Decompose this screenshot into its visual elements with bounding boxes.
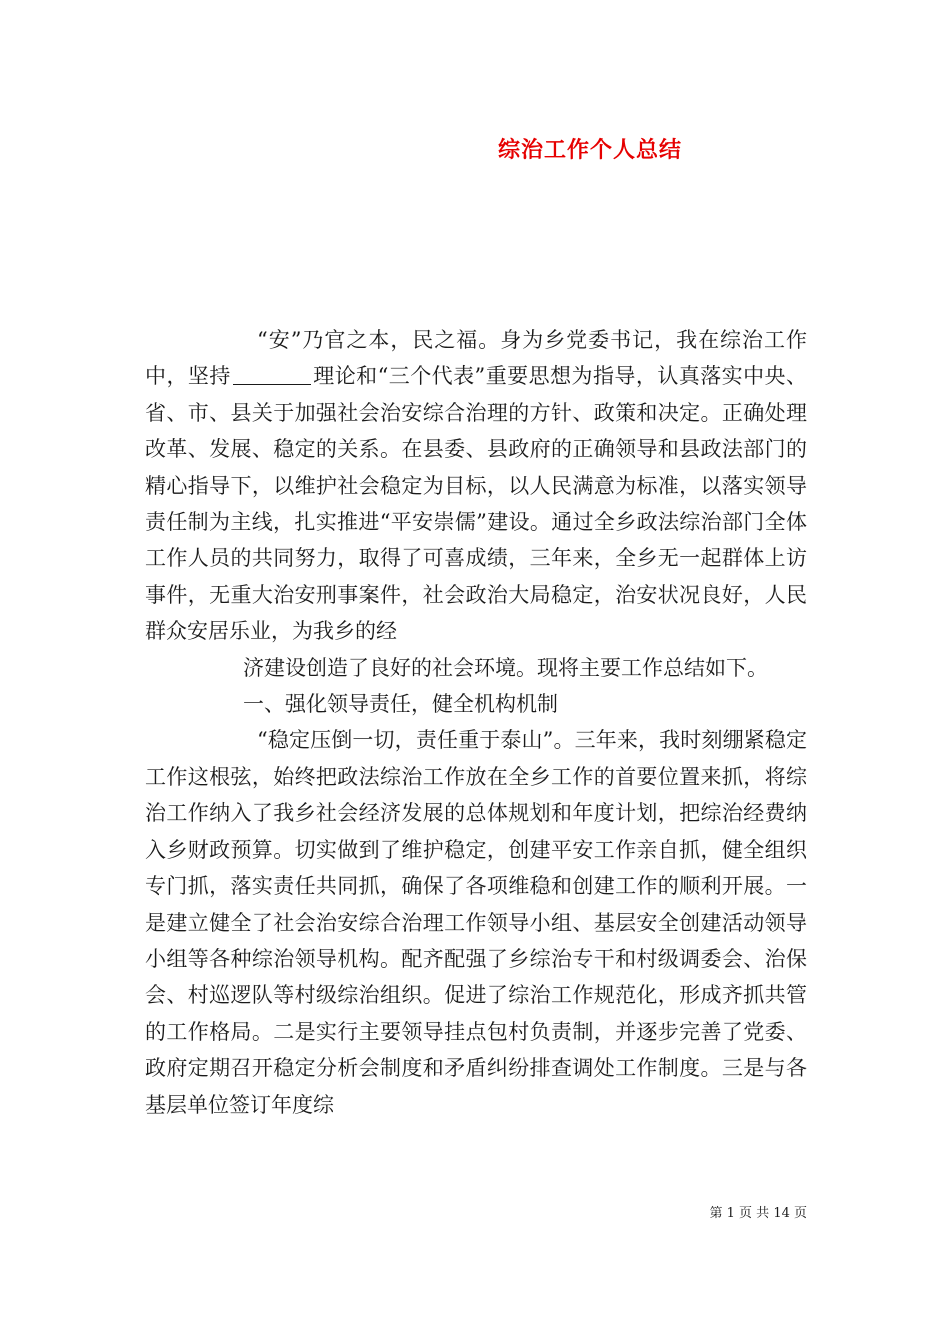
page-number: 第 1 页 共 14 页 [709,1206,807,1221]
paragraph-3: “稳定压倒一切，责任重于泰山”。三年来，我时刻绷紧稳定工作这根弦，始终把政法综治工作放在全乡工作的首要位置来抓，将综治工作纳入了我乡社会经济发展的总体规划和年度计划，把综治经费纳入乡财政预算。切实做到了维护稳定，创建平安工作亲自抓，健全组织专门抓，落实责任共同抓，确保了各项维稳和创建工作的顺利开展。一是建立健全了社会治安综合治理工作领导小组、基层安全创建活动领导小组等各种综治领导机构。配齐配强了乡综治专干和村级调委会、治保会、村巡逻队等村级综治组织。促进了综治工作规范化，形成齐抓共管的工作格局。二是实行主要领导挂点包村负责制，并逐步完善了党委、政府定期召开稳定分析会制度和矛盾纠纷排查调处工作制度。三是与各基层单位签订年度综 [145,728,807,1117]
document-title: 综治工作个人总结 [497,137,682,163]
paragraph-1-part-2: 理论和“三个代表”重要思想为指导，认真落实中央、省、市、县关于加强社会治安综合治理的方针、政策和决定。正确处理改革、发展、稳定的关系。在县委、县政府的正确领导和县政法部门的精心指导下，以维护社会稳定为目标，以人民满意为标准，以落实领导责任制为主线，扎实推进“平安崇儒”建设。通过全乡政法综治部门全体工作人员的共同努力，取得了可喜成绩，三年来，全乡无一起群体上访事件，无重大治安刑事案件，社会政治大局稳定，治安状况良好，人民群众安居乐业，为我乡的经 [145,364,807,644]
paragraph-1 [145,322,807,650]
fill-in-blank [233,363,311,385]
paragraph-2: 济建设创造了良好的社会环境。现将主要工作总结如下。 [243,655,768,680]
paragraph-1-part-1: “安”乃官之本，民之福。身为乡党委书记，我在综治工作中，坚持 [145,328,807,389]
section-heading-1: 一、强化领导责任，健全机构机制 [243,692,558,717]
document-body [145,322,807,1123]
title-container [0,134,950,166]
